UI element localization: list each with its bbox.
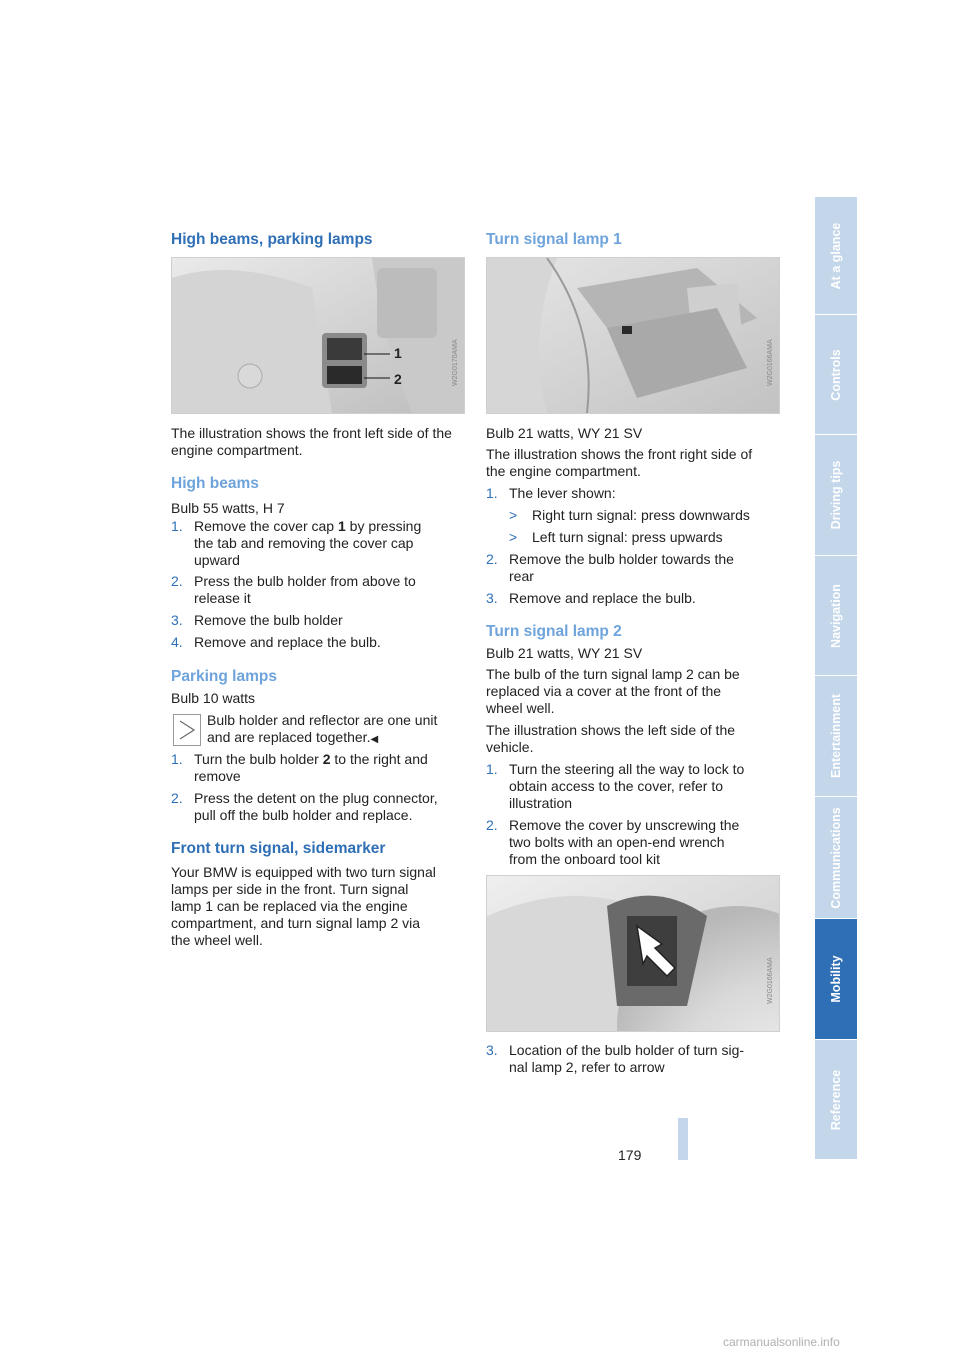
turn-1-bullet-left: > Left turn signal: press upwards — [509, 529, 723, 545]
high-beams-step-2: 2. Press the bulb holder from above to release it — [171, 573, 416, 606]
note-line-1: Bulb holder and reflector are one unit — [207, 712, 438, 728]
tab-controls[interactable]: Controls — [815, 315, 857, 435]
figure-engine-left — [171, 257, 465, 414]
turn-1-step-2: 2. Remove the bulb holder towards the rear — [486, 551, 734, 584]
tab-communications[interactable]: Communications — [815, 797, 857, 919]
tab-navigation[interactable]: Navigation — [815, 556, 857, 676]
bulb-spec-high-beams: Bulb 55 watts, H 7 — [171, 500, 285, 516]
turn-2-step-1: 1. Turn the steering all the way to lock to obtain access to the cover, refer to illustration — [486, 761, 745, 811]
front-turn-line-5: the wheel well. — [171, 932, 263, 948]
section-title-turn-1: Turn signal lamp 1 — [486, 231, 622, 248]
turn-2-step-2: 2. Remove the cover by unscrewing the two bolts with an open-end wrench from the onboard tool kit — [486, 817, 740, 867]
end-mark-icon: ◀ — [370, 734, 379, 745]
high-beams-step-4: 4. Remove and replace the bulb. — [171, 634, 381, 650]
front-turn-line-4: compartment, and turn signal lamp 2 via — [171, 915, 421, 931]
turn-2-para-2-line-1: The illustration shows the left side of the — [486, 722, 736, 738]
high-beams-step-1: 1. Remove the cover cap 1 by pressing the tab and removing the cover cap upward — [171, 518, 422, 568]
intro-text: The illustration shows the front left side of the engine compartment. — [171, 425, 452, 458]
tab-driving-tips[interactable]: Driving tips — [815, 435, 857, 556]
footer-watermark: carmanualsonline.info — [723, 1335, 840, 1349]
bulb-spec-turn-2: Bulb 21 watts, WY 21 SV — [486, 645, 643, 661]
tab-reference[interactable]: Reference — [815, 1040, 857, 1160]
front-turn-line-3: lamp 1 can be replaced via the engine — [171, 898, 408, 914]
front-turn-line-1: Your BMW is equipped with two turn signal — [171, 864, 436, 880]
section-title-turn-2: Turn signal lamp 2 — [486, 623, 622, 640]
turn-1-intro-line-1: The illustration shows the front right side of — [486, 446, 753, 462]
callout-1: 1 — [394, 345, 402, 361]
turn-1-bullet-right: > Right turn signal: press downwards — [509, 507, 750, 523]
turn-2-para-1-line-2: replaced via a cover at the front of the — [486, 683, 722, 699]
page-number-bar — [678, 1118, 688, 1160]
turn-2-para-1-line-3: wheel well. — [486, 700, 555, 716]
tab-mobility[interactable]: Mobility — [815, 919, 857, 1040]
figure-engine-right — [486, 257, 780, 414]
figure-wheel-well — [486, 875, 780, 1032]
parking-step-1: 1. Turn the bulb holder 2 to the right and remove — [171, 751, 428, 784]
subsection-title-parking: Parking lamps — [171, 668, 277, 685]
bulb-spec-turn-1: Bulb 21 watts, WY 21 SV — [486, 425, 643, 441]
figure-code: W2G0166AMA — [767, 339, 774, 386]
high-beams-step-3: 3. Remove the bulb holder — [171, 612, 343, 628]
figure-code: W2G0170AMA — [452, 339, 459, 386]
subsection-title-front-turn: Front turn signal, sidemarker — [171, 840, 386, 857]
front-turn-line-2: lamps per side in the front. Turn signal — [171, 881, 409, 897]
turn-2-para-1-line-1: The bulb of the turn signal lamp 2 can be — [486, 666, 740, 682]
note-line-2: and are replaced together.◀ — [207, 729, 379, 745]
callout-2: 2 — [394, 371, 402, 387]
turn-1-step-3: 3. Remove and replace the bulb. — [486, 590, 696, 606]
turn-1-step-1: 1. The lever shown: — [486, 485, 616, 501]
subsection-title-high-beams: High beams — [171, 475, 259, 492]
bulb-spec-parking: Bulb 10 watts — [171, 690, 256, 706]
tab-entertainment[interactable]: Entertainment — [815, 676, 857, 797]
turn-2-para-2-line-2: vehicle. — [486, 739, 534, 755]
note-icon — [173, 714, 201, 746]
figure-code: W2G0166AMA — [767, 957, 774, 1004]
parking-step-2: 2. Press the detent on the plug connector, pull off the bulb holder and replace. — [171, 790, 438, 823]
page-number: 179 — [618, 1147, 642, 1163]
turn-2-step-3: 3. Location of the bulb holder of turn sig- nal lamp 2, refer to arrow — [486, 1042, 745, 1075]
tab-at-a-glance[interactable]: At a glance — [815, 197, 857, 315]
section-title-high-beams-parking: High beams, parking lamps — [171, 231, 373, 248]
turn-1-intro-line-2: the engine compartment. — [486, 463, 641, 479]
